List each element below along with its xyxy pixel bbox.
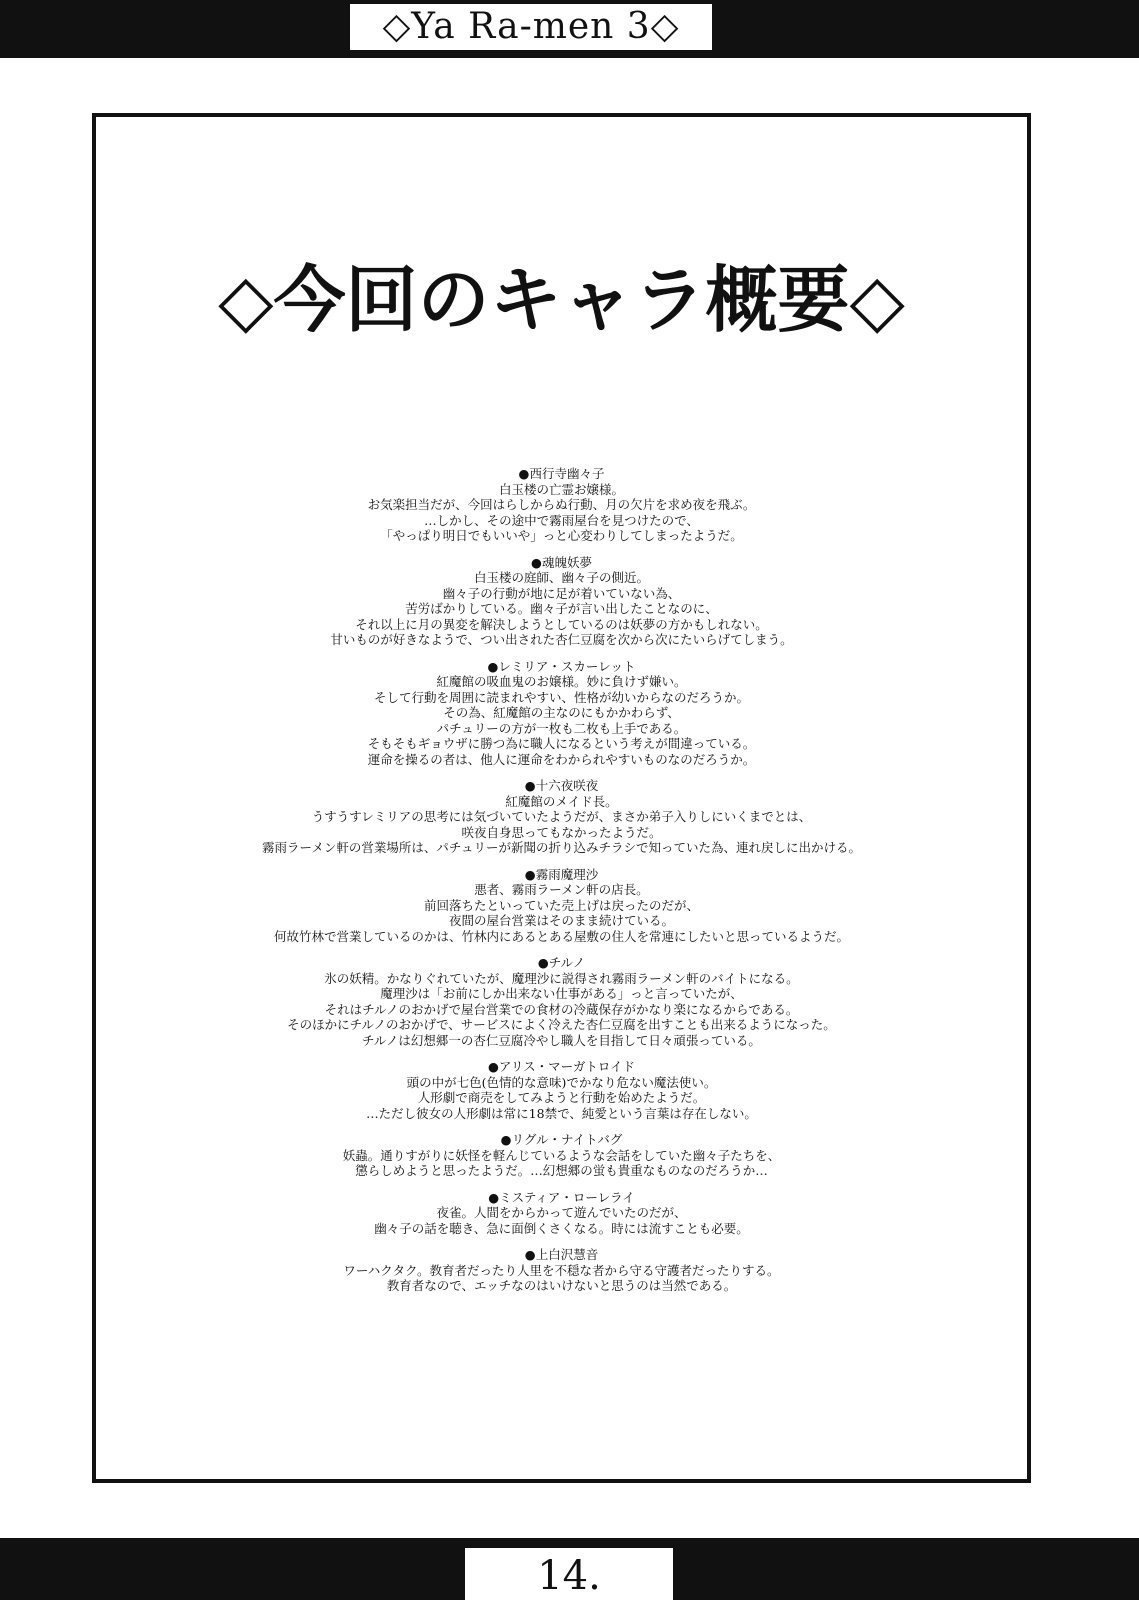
character-name: ●上白沢慧音	[524, 1247, 599, 1262]
character-description-line: 悪者、霧雨ラーメン軒の店長。	[474, 882, 649, 897]
character-description-line: 咲夜自身思ってもなかったようだ。	[461, 824, 662, 840]
character-description-line: そのほかにチルノのおかげで、サービスによく冷えた杏仁豆腐を出すことも出来るようになった。	[287, 1017, 836, 1032]
character-list	[130, 466, 993, 1305]
page-number: 14.	[465, 1548, 673, 1600]
character-description-line: 何故竹林で営業しているのかは、竹林内にあるとある屋敷の住人を常連にしたいと思っているようだ。	[273, 928, 849, 944]
character-entry	[130, 867, 993, 945]
character-description-line: …ただし彼女の人形劇は常に18禁で、純愛という言葉は存在しない。	[366, 1105, 757, 1121]
character-description-line: そもそもギョウザに勝つ為に職人になるという考えが間違っている。	[367, 736, 756, 751]
character-entry	[130, 555, 993, 648]
character-description-line: 幽々子の行動が地に足が着いていない為、	[442, 585, 681, 601]
character-name: ●ミスティア・ローレライ	[488, 1189, 635, 1205]
character-description-line: 紅魔館の吸血鬼のお嬢様。妙に負けず嫌い。	[436, 674, 687, 689]
header-bar	[0, 0, 1139, 58]
character-description-line: 幽々子の話を聴き、急に面倒くさくなる。時には流すことも必要。	[374, 1220, 749, 1236]
page-headline: ◇今回のキャラ概要◇	[218, 258, 905, 342]
character-description-line: 懲らしめようと思ったようだ。…幻想郷の蛍も貴重なものなのだろうか…	[355, 1163, 768, 1178]
character-name: ●十六夜咲夜	[524, 778, 599, 793]
character-description-line: 魔理沙は「お前にしか出来ない仕事がある」っと言っていたが、	[380, 986, 743, 1001]
character-description-line: ワーハクタク。教育者だったり人里を不穏な者から守る守護者だったりする。	[343, 1262, 780, 1278]
character-entry	[130, 466, 993, 544]
character-entry	[130, 955, 993, 1048]
character-entry	[130, 1247, 993, 1294]
character-description-line: 甘いものが好きなようで、つい出された杏仁豆腐を次から次にたいらげてしまう。	[330, 632, 793, 647]
character-description-line: 「やっぱり明日でもいいや」っと心変わりしてしまったようだ。	[380, 528, 743, 543]
character-description-line: 妖蟲。通りすがりに妖怪を軽んじているような会話をしていた幽々子たちを、	[342, 1147, 781, 1163]
character-description-line: 運命を操るの者は、他人に運命をわかられやすいものなのだろうか。	[367, 751, 756, 767]
character-name: ●アリス・マーガトロイド	[487, 1059, 636, 1074]
character-description-line: チルノは幻想郷一の杏仁豆腐冷やし職人を目指して日々頑張っている。	[362, 1032, 761, 1048]
character-description-line: お気楽担当だが、今回はらしからぬ行動、月の欠片を求め夜を飛ぶ。	[367, 497, 756, 512]
character-name: ●西行寺幽々子	[518, 466, 605, 481]
character-entry	[130, 1132, 993, 1179]
character-description-line: 頭の中が七色(色情的な意味)でかなり危ない魔法使い。	[406, 1074, 717, 1090]
character-description-line: …しかし、その途中で霧雨屋台を見つけたので、	[424, 512, 699, 528]
footer-bar	[0, 1538, 1139, 1600]
character-entry	[130, 778, 993, 856]
character-name: ●リグル・ナイトバグ	[500, 1132, 623, 1147]
character-description-line: それ以上に月の異変を解決しようとしているのは妖夢の方かもしれない。	[355, 616, 768, 632]
character-name: ●チルノ	[537, 955, 586, 970]
character-description-line: 紅魔館のメイド長。	[505, 793, 618, 809]
character-description-line: 人形劇で商売をしてみようと行動を始めたようだ。	[417, 1090, 706, 1105]
character-description-line: パチュリーの方が一枚も二枚も上手である。	[436, 720, 687, 736]
character-description-line: 白玉楼の亡霊お嬢様。	[498, 481, 624, 497]
character-description-line: うすうすレミリアの思考には気づいていたようだが、まさか弟子入りしにいくまでとは、	[311, 809, 812, 824]
character-name: ●魂魄妖夢	[531, 554, 592, 570]
character-description-line: 氷の妖精。かなりぐれていたが、魔理沙に説得され霧雨ラーメン軒のバイトになる。	[324, 970, 799, 986]
character-name: ●霧雨魔理沙	[524, 866, 599, 882]
character-description-line: 前回落ちたといっていた売上げは戻ったのだが、	[423, 897, 699, 913]
character-entry	[130, 659, 993, 768]
character-description-line: 夜雀。人間をからかって遊んでいたのだが、	[436, 1205, 687, 1220]
character-name: ●レミリア・スカーレット	[487, 658, 636, 674]
book-title: ◇Ya Ra-men 3◇	[350, 4, 712, 50]
character-description-line: そして行動を周囲に読まれやすい、性格が幼いからなのだろうか。	[373, 689, 749, 705]
character-description-line: 霧雨ラーメン軒の営業場所は、パチュリーが新聞の折り込みチラシで知っていた為、連れ戻しに出かける。	[261, 840, 861, 855]
character-entry	[130, 1190, 993, 1237]
character-description-line: 苦労ばかりしている。幽々子が言い出したことなのに、	[405, 601, 718, 616]
character-description-line: 夜間の屋台営業はそのまま続けている。	[448, 913, 674, 928]
character-description-line: 教育者なので、エッチなのはいけないと思うのは当然である。	[386, 1278, 737, 1293]
character-description-line: それはチルノのおかげで屋台営業での食材の冷蔵保存がかなり楽になるからである。	[324, 1001, 799, 1017]
character-entry	[130, 1059, 993, 1121]
character-description-line: その為、紅魔館の主なのにもかかわらず、	[443, 705, 680, 720]
character-description-line: 白玉楼の庭師、幽々子の側近。	[473, 570, 649, 585]
